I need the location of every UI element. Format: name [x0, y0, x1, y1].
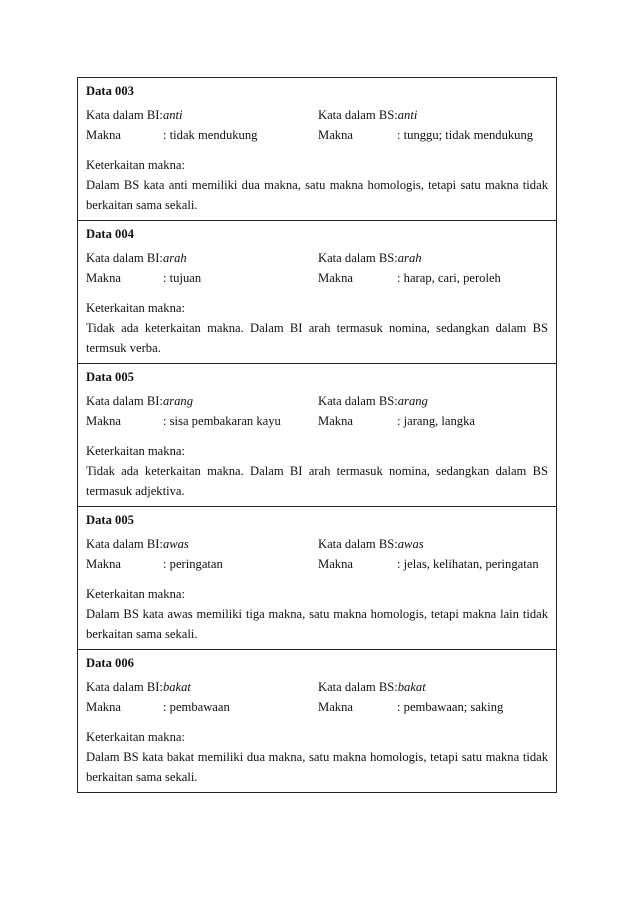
- entry-title: Data 003: [86, 84, 134, 98]
- makna-bi: : tidak mendukung: [163, 128, 258, 142]
- bi-word: anti: [162, 108, 183, 122]
- entry-title: Data 005: [86, 513, 134, 527]
- relation-label: Keterkaitan makna:: [86, 730, 185, 744]
- relation-text: Tidak ada keterkaitan makna. Dalam BI arah termasuk nomina, sedangkan dalam BS termasuk adjektiva.: [86, 464, 548, 498]
- bs-label: Kata dalam BS:: [318, 537, 398, 551]
- data-entry: [78, 649, 556, 792]
- data-entry: [78, 78, 556, 220]
- meaning-row: [86, 411, 548, 431]
- relation-label: Keterkaitan makna:: [86, 301, 185, 315]
- relation-text: Tidak ada keterkaitan makna. Dalam BI arah termasuk nomina, sedangkan dalam BS termsuk verba.: [86, 321, 548, 355]
- bs-label: Kata dalam BS:: [318, 680, 398, 694]
- bi-label: Kata dalam BI:: [86, 537, 163, 551]
- makna-bs: : jelas, kelihatan, peringatan: [397, 557, 539, 571]
- relation-label: Keterkaitan makna:: [86, 158, 185, 172]
- makna-label-bs: Makna: [318, 700, 353, 714]
- relation-label: Keterkaitan makna:: [86, 587, 185, 601]
- word-row: [86, 534, 548, 554]
- bi-word: arah: [162, 251, 187, 265]
- word-row: [86, 391, 548, 411]
- data-entry: [78, 220, 556, 363]
- bi-label: Kata dalam BI:: [86, 680, 163, 694]
- meaning-row: [86, 125, 548, 145]
- bi-label: Kata dalam BI:: [86, 108, 163, 122]
- makna-bi: : peringatan: [163, 557, 223, 571]
- makna-bs: : jarang, langka: [397, 414, 475, 428]
- data-table: [77, 77, 557, 793]
- entry-title: Data 005: [86, 370, 134, 384]
- makna-label-bi: Makna: [86, 271, 121, 285]
- makna-bs: : tunggu; tidak mendukung: [397, 128, 534, 142]
- makna-bi: : tujuan: [163, 271, 202, 285]
- bi-word: bakat: [162, 680, 191, 694]
- relation-text: Dalam BS kata anti memiliki dua makna, satu makna homologis, tetapi satu makna tidak berkaitan sama sekali.: [86, 178, 548, 212]
- makna-bs: : pembawaan; saking: [397, 700, 504, 714]
- bs-word: arang: [397, 394, 428, 408]
- data-entry: [78, 363, 556, 506]
- bs-word: anti: [397, 108, 418, 122]
- makna-label-bi: Makna: [86, 414, 121, 428]
- word-row: [86, 105, 548, 125]
- word-row: [86, 677, 548, 697]
- makna-label-bi: Makna: [86, 557, 121, 571]
- bs-label: Kata dalam BS:: [318, 394, 398, 408]
- makna-label-bs: Makna: [318, 128, 353, 142]
- entry-title: Data 006: [86, 656, 134, 670]
- bi-word: awas: [162, 537, 189, 551]
- bs-word: bakat: [397, 680, 426, 694]
- bs-label: Kata dalam BS:: [318, 251, 398, 265]
- relation-text: Dalam BS kata bakat memiliki dua makna, satu makna homologis, tetapi satu makna tidak berkaitan sama sekali.: [86, 750, 548, 784]
- makna-bi: : pembawaan: [163, 700, 230, 714]
- word-row: [86, 248, 548, 268]
- entry-title: Data 004: [86, 227, 134, 241]
- makna-label-bi: Makna: [86, 128, 121, 142]
- relation-text: Dalam BS kata awas memiliki tiga makna, satu makna homologis, tetapi makna lain tidak berkaitan sama sekali.: [86, 607, 548, 641]
- meaning-row: [86, 697, 548, 717]
- relation-label: Keterkaitan makna:: [86, 444, 185, 458]
- data-entry: [78, 506, 556, 649]
- bi-label: Kata dalam BI:: [86, 251, 163, 265]
- bs-word: awas: [397, 537, 424, 551]
- makna-bs: : harap, cari, peroleh: [397, 271, 501, 285]
- makna-label-bi: Makna: [86, 700, 121, 714]
- meaning-row: [86, 554, 548, 574]
- bi-label: Kata dalam BI:: [86, 394, 163, 408]
- makna-bi: : sisa pembakaran kayu: [163, 414, 281, 428]
- makna-label-bs: Makna: [318, 271, 353, 285]
- bs-word: arah: [397, 251, 422, 265]
- bs-label: Kata dalam BS:: [318, 108, 398, 122]
- bi-word: arang: [162, 394, 194, 408]
- meaning-row: [86, 268, 548, 288]
- makna-label-bs: Makna: [318, 414, 353, 428]
- makna-label-bs: Makna: [318, 557, 353, 571]
